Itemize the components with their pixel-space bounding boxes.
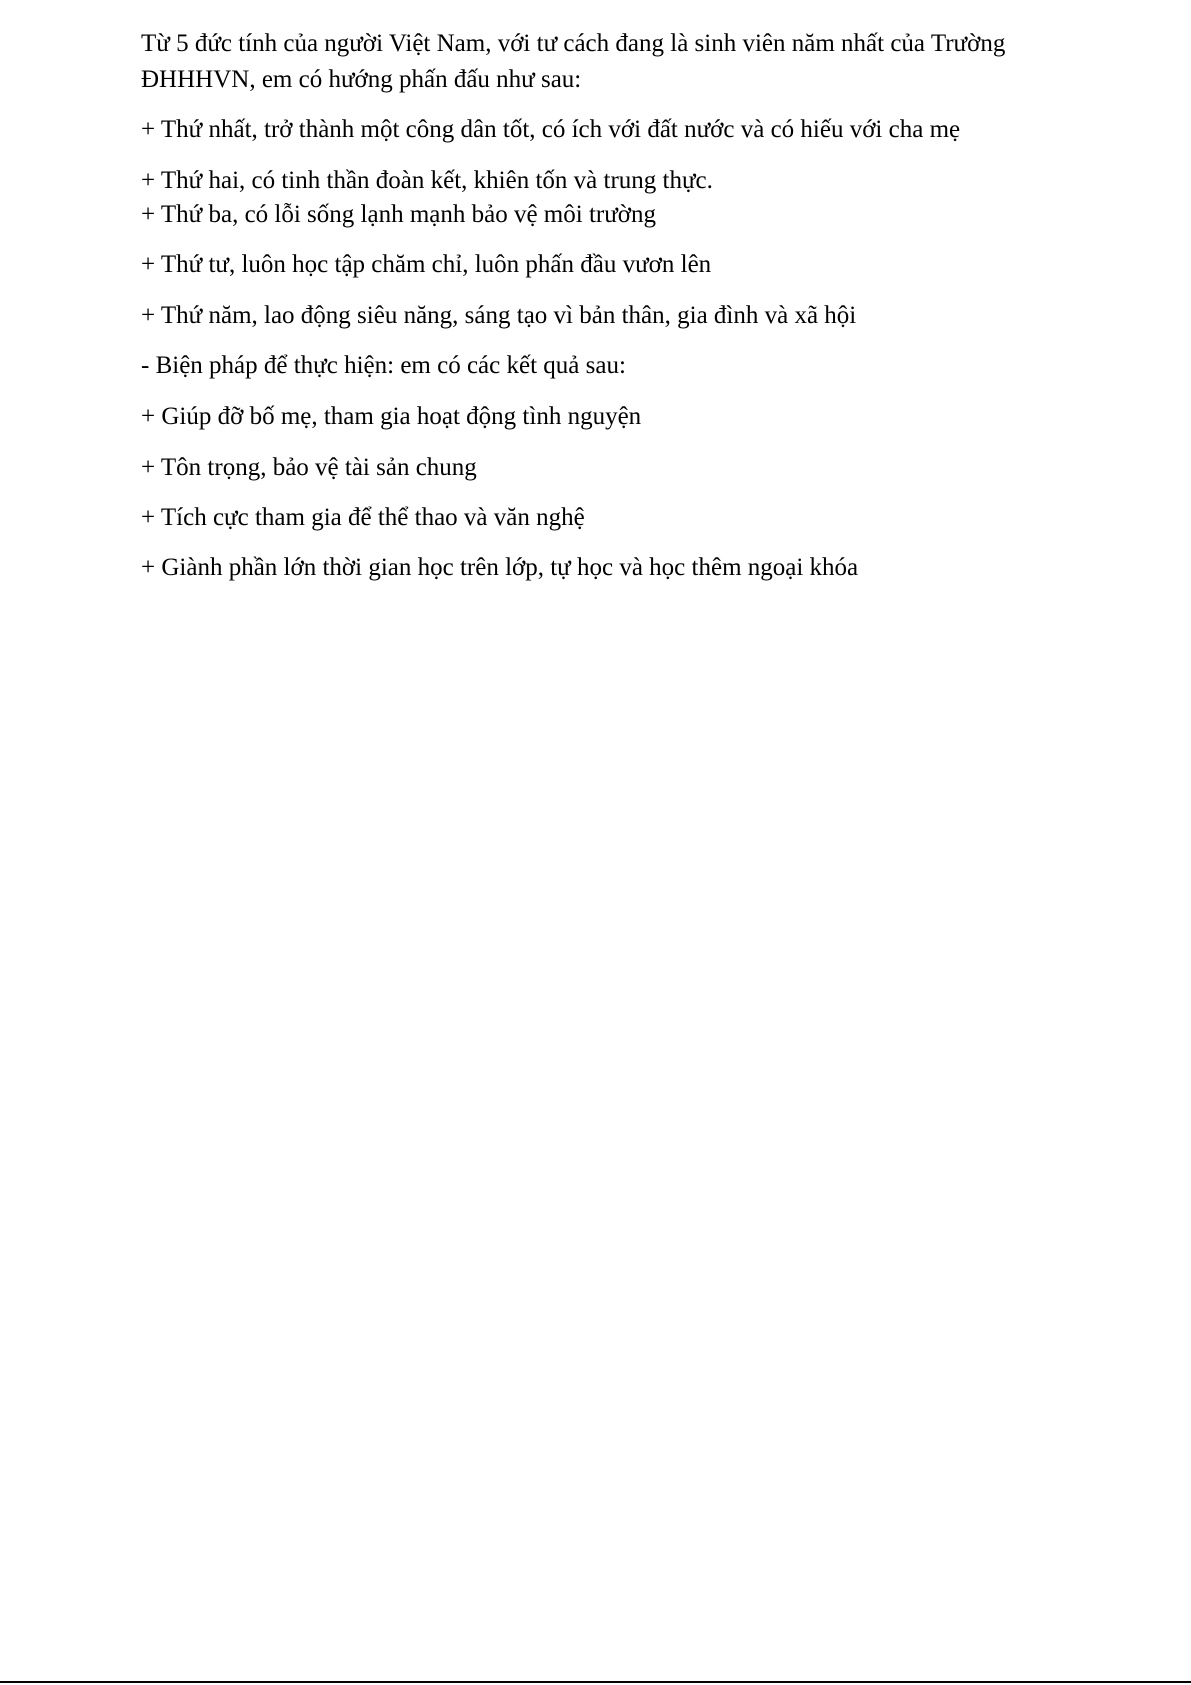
list-item-second: + Thứ hai, có tinh thần đoàn kết, khiên tốn và trung thực. <box>141 167 713 194</box>
measure-item-respect-property: + Tôn trọng, bảo vệ tài sản chung <box>141 454 477 481</box>
measure-item-help-parents: + Giúp đỡ bố mẹ, tham gia hoạt động tình nguyện <box>141 403 642 430</box>
list-item-first: + Thứ nhất, trở thành một công dân tốt, có ích với đất nước và có hiếu với cha mẹ <box>141 116 961 143</box>
paragraph-intro-line-2: ĐHHHVN, em có hướng phấn đấu như sau: <box>141 66 582 93</box>
paragraph-intro-line-1: Từ 5 đức tính của người Việt Nam, với tư cách đang là sinh viên năm nhất của Trường <box>141 30 1006 57</box>
measure-item-study-time: + Giành phần lớn thời gian học trên lớp, tự học và học thêm ngoại khóa <box>141 554 859 581</box>
measures-heading: - Biện pháp để thực hiện: em có các kết quả sau: <box>141 352 626 379</box>
measure-item-sports-arts: + Tích cực tham gia để thể thao và văn nghệ <box>141 504 585 531</box>
list-item-fifth: + Thứ năm, lao động siêu năng, sáng tạo vì bản thân, gia đình và xã hội <box>141 302 857 329</box>
list-item-fourth: + Thứ tư, luôn học tập chăm chỉ, luôn phấn đầu vươn lên <box>141 251 712 278</box>
list-item-third: + Thứ ba, có lỗi sống lạnh mạnh bảo vệ môi trường <box>141 201 656 228</box>
page-bottom-border <box>0 1681 1191 1683</box>
